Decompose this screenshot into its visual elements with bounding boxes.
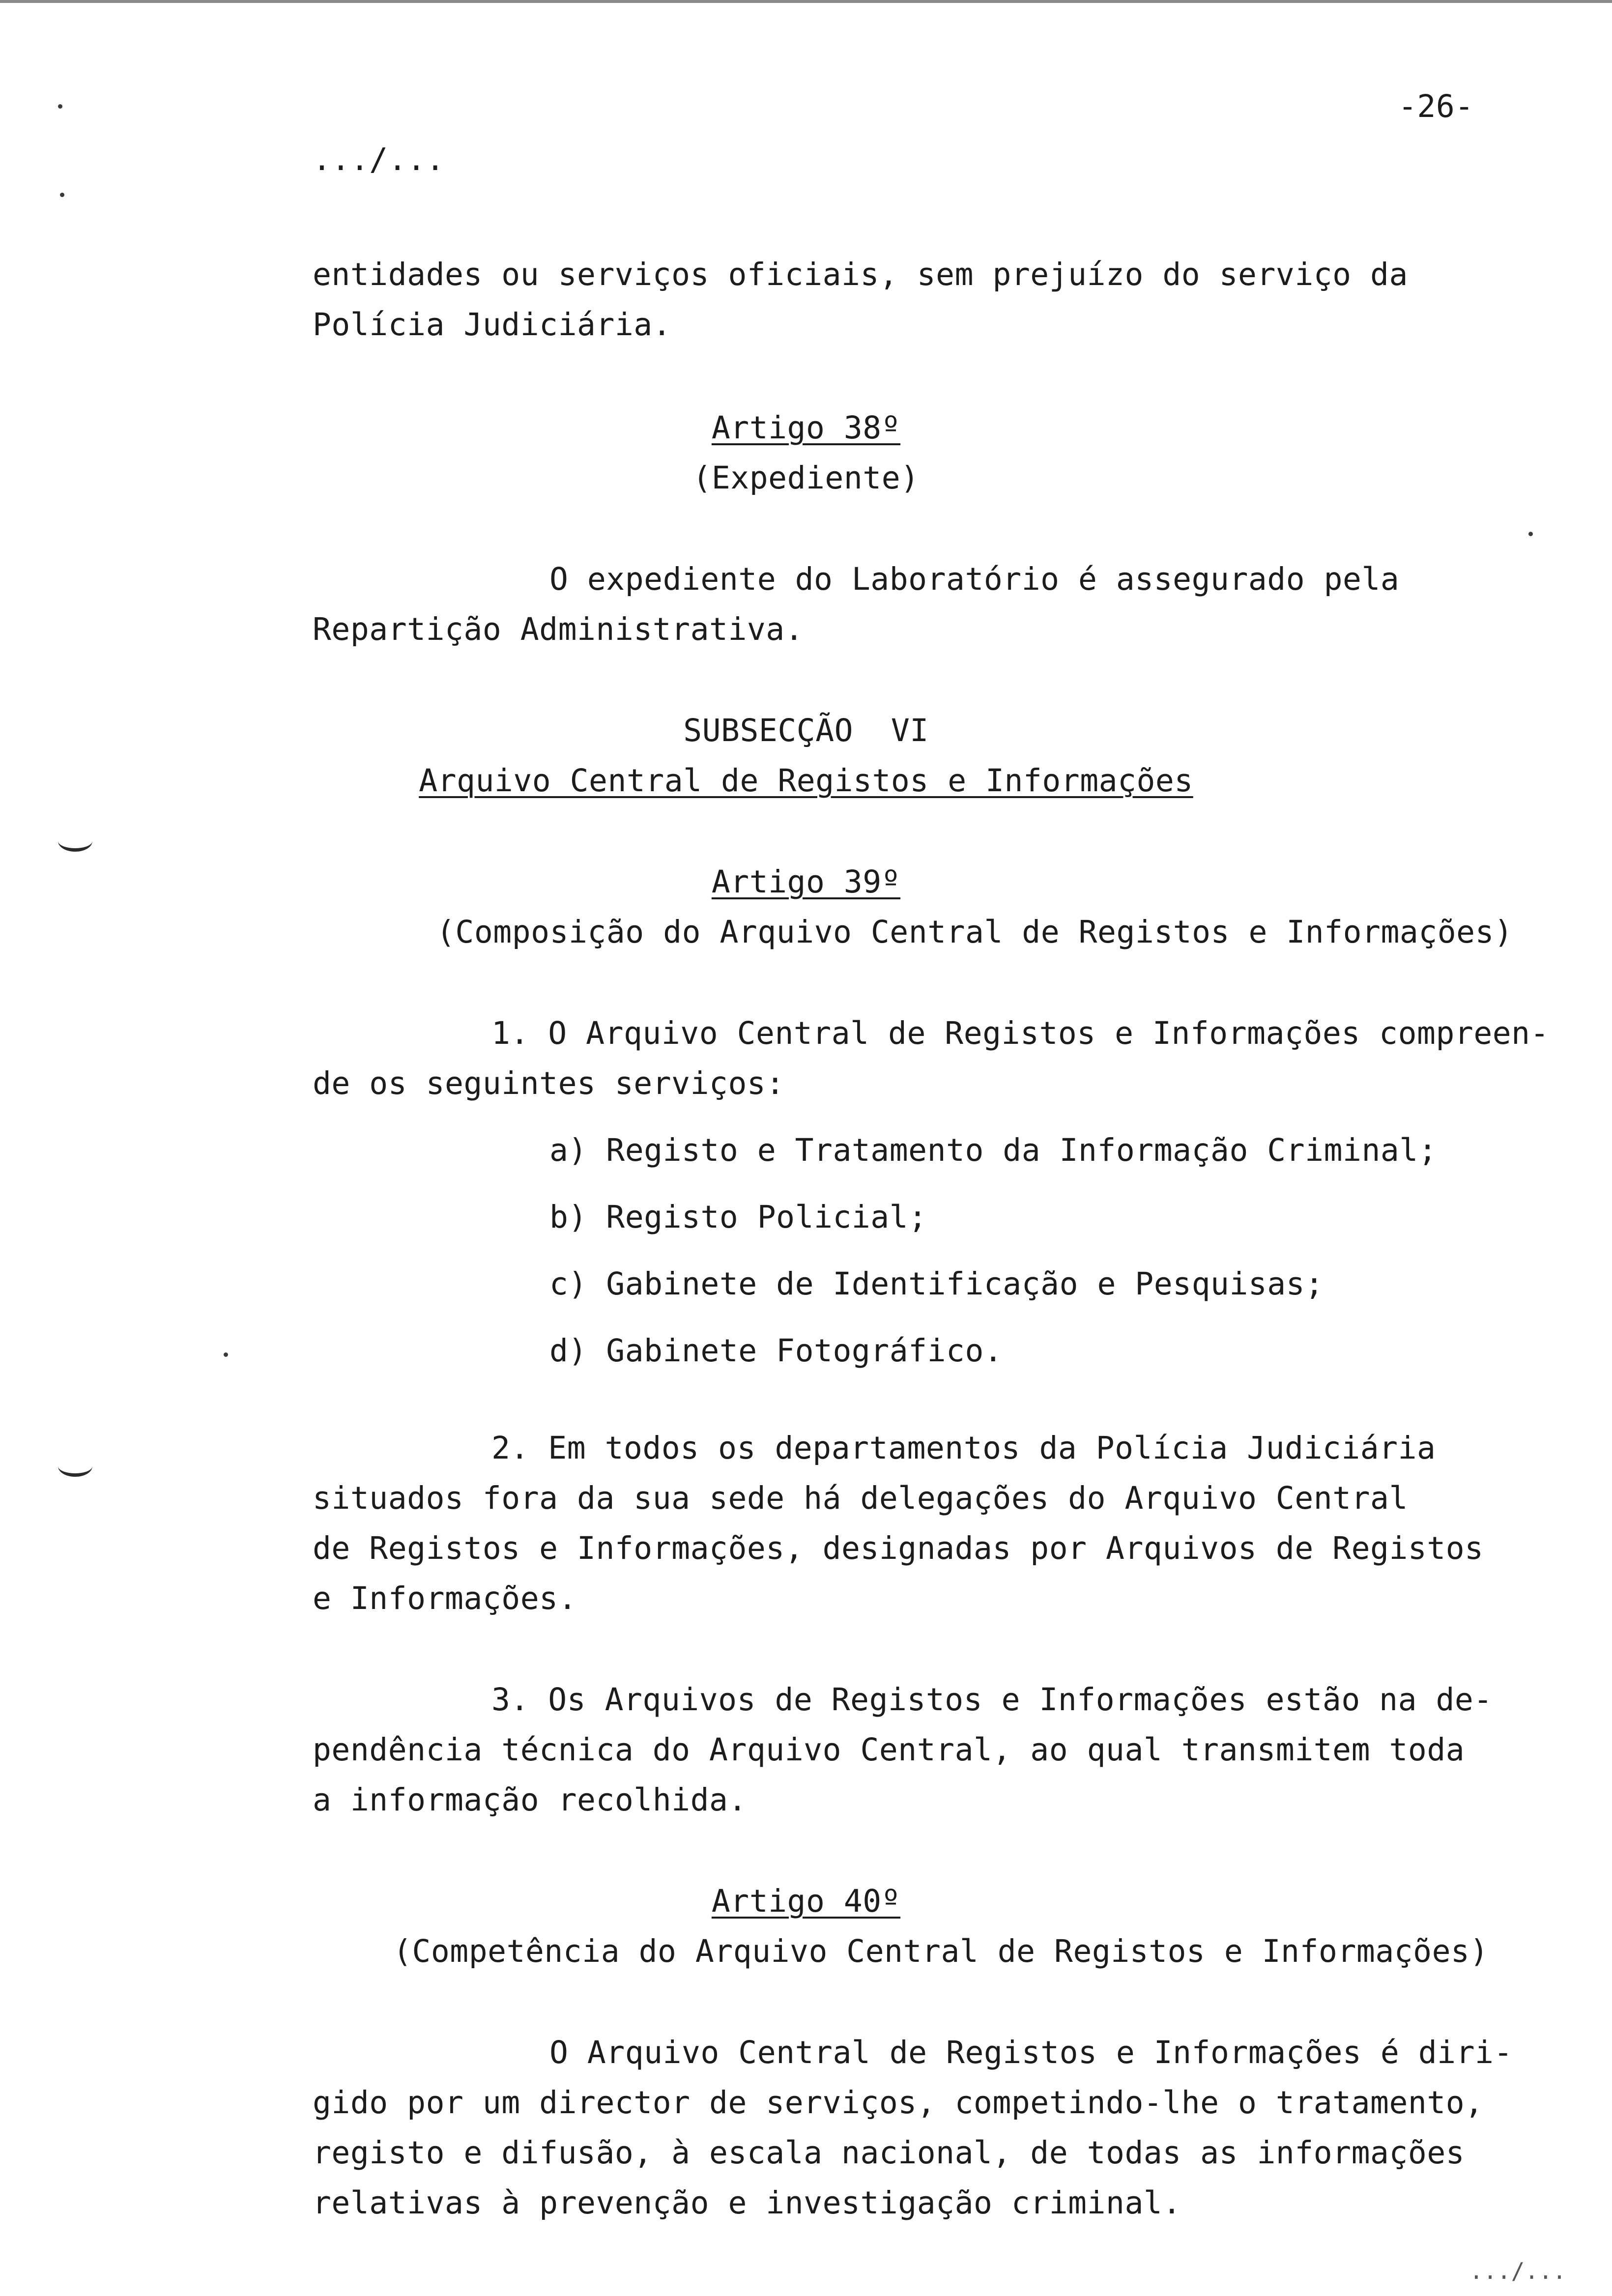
scan-speck xyxy=(1528,532,1533,536)
continuation-mark: .../... xyxy=(313,142,445,177)
article-40-line-2: gido por um director de serviços, competindo-lhe o tratamento, xyxy=(313,2085,1484,2121)
article-38-subtitle: (Expediente) xyxy=(692,460,920,496)
list-item: c) Gabinete de Identificação e Pesquisas; xyxy=(549,1266,1324,1302)
article-40-line-1: O Arquivo Central de Registos e Informações é diri- xyxy=(549,2035,1513,2070)
article-39-p2-line-2: situados fora da sua sede há delegações do Arquivo Central xyxy=(313,1480,1408,1516)
article-39-subtitle: (Composição do Arquivo Central de Registos e Informações) xyxy=(436,914,1513,950)
article-39-p3-line-3: a informação recolhida. xyxy=(313,1782,747,1818)
article-39-p1-line-2: de os seguintes serviços: xyxy=(313,1065,785,1101)
article-39-p2-line-4: e Informações. xyxy=(313,1580,577,1616)
article-40-line-4: relativas à prevenção e investigação criminal. xyxy=(313,2185,1181,2221)
article-40-title: Artigo 40º xyxy=(711,1883,901,1919)
footer-continuation-mark: .../... xyxy=(1469,2258,1567,2284)
article-38-line-1: O expediente do Laboratório é assegurado pela xyxy=(549,561,1400,597)
scan-speck xyxy=(60,193,64,197)
subsection-subtitle: Arquivo Central de Registos e Informações xyxy=(419,763,1193,799)
article-39-p2-line-3: de Registos e Informações, designadas por Arquivos de Registos xyxy=(313,1530,1484,1566)
article-39-p3-line-1: 3. Os Arquivos de Registos e Informações estão na de- xyxy=(491,1682,1493,1718)
scan-binding-mark xyxy=(58,831,92,852)
article-40-line-3: registo e difusão, à escala nacional, de todas as informações xyxy=(313,2135,1465,2171)
subsection-title: SUBSECÇÃO VI xyxy=(683,713,929,748)
intro-line-2: Polícia Judiciária. xyxy=(313,307,672,343)
intro-line-1: entidades ou serviços oficiais, sem prejuízo do serviço da xyxy=(313,257,1408,292)
article-39-p2-line-1: 2. Em todos os departamentos da Polícia Judiciária xyxy=(491,1430,1436,1466)
article-38-title: Artigo 38º xyxy=(711,410,901,446)
list-item: d) Gabinete Fotográfico. xyxy=(549,1333,1003,1369)
page-number: -26- xyxy=(1398,88,1474,124)
article-40-subtitle: (Competência do Arquivo Central de Registos e Informações) xyxy=(393,1933,1489,1969)
scan-speck xyxy=(224,1352,228,1357)
article-39-p1-line-1: 1. O Arquivo Central de Registos e Informações compreen- xyxy=(491,1015,1550,1051)
article-38-line-2: Repartição Administrativa. xyxy=(313,611,804,647)
scan-speck xyxy=(58,104,62,109)
article-39-p3-line-2: pendência técnica do Arquivo Central, ao qual transmitem toda xyxy=(313,1732,1465,1768)
list-item: b) Registo Policial; xyxy=(549,1199,927,1235)
article-39-title: Artigo 39º xyxy=(711,864,901,900)
top-edge-rule xyxy=(0,0,1612,3)
list-item: a) Registo e Tratamento da Informação Criminal; xyxy=(549,1132,1438,1168)
scan-binding-mark xyxy=(58,1456,92,1477)
